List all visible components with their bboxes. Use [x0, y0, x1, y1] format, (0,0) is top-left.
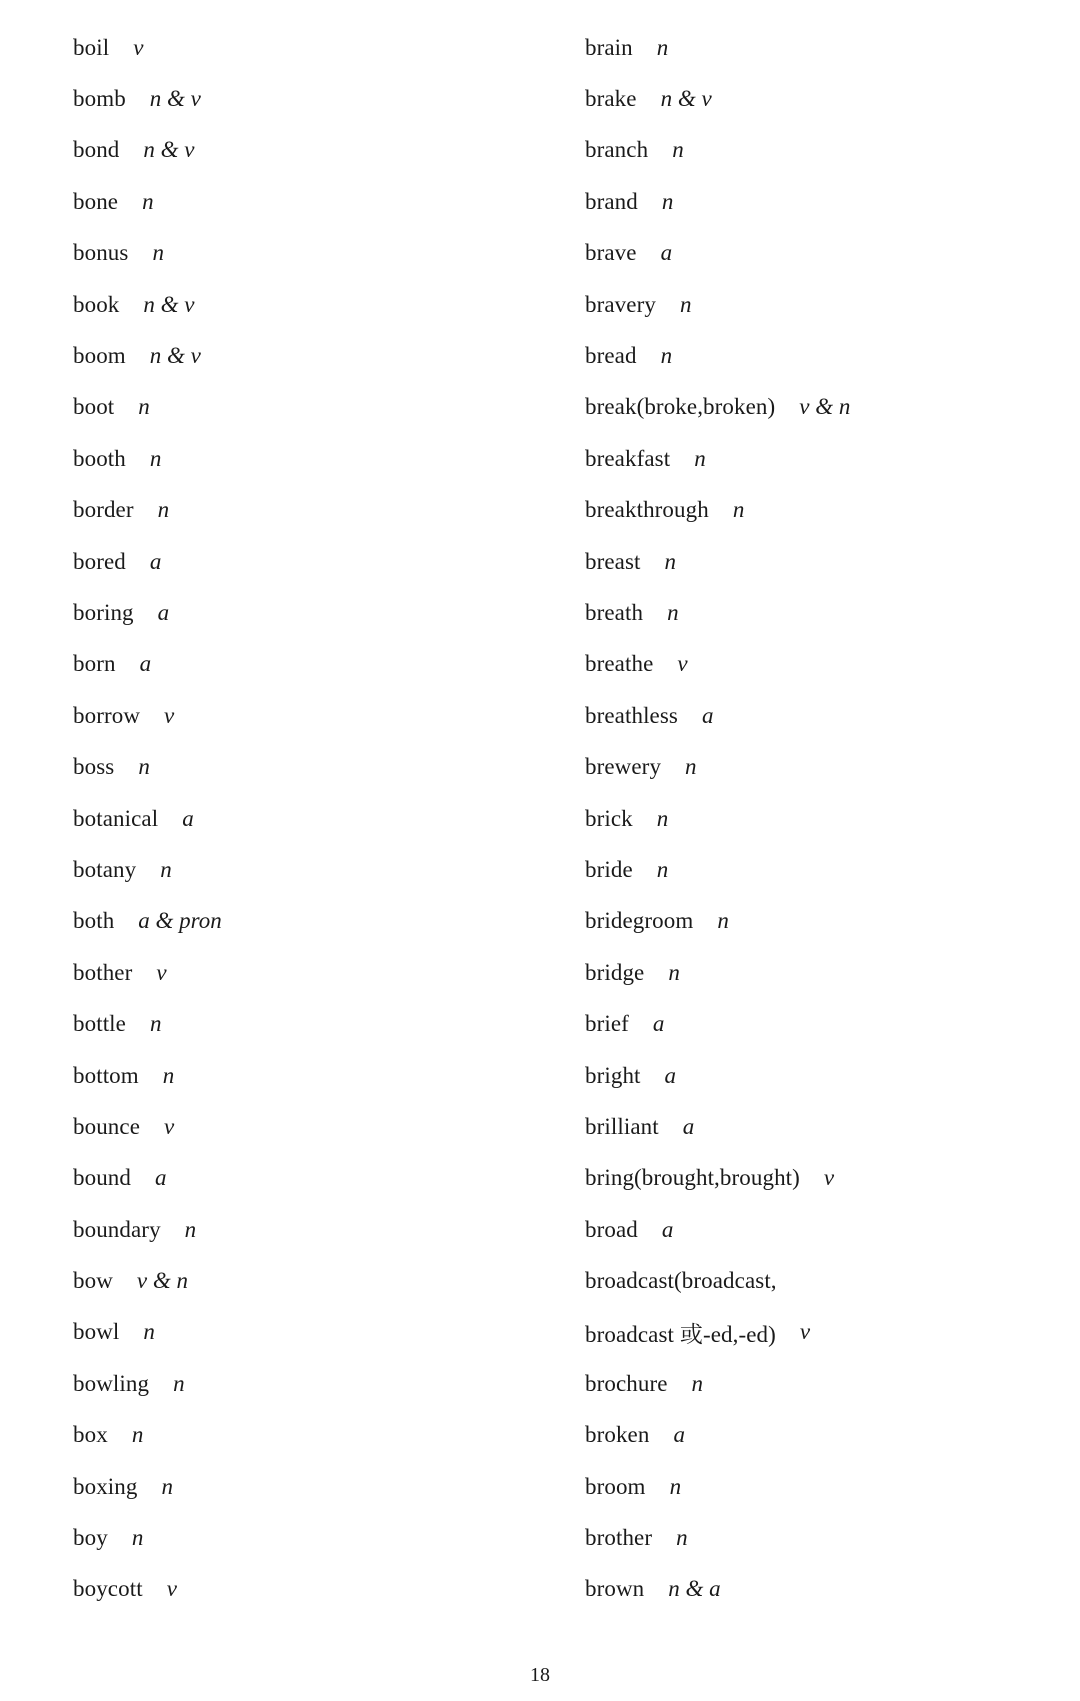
- word-entry: [73, 1461, 553, 1512]
- headword: brake: [585, 86, 637, 112]
- part-of-speech: n: [184, 1216, 197, 1242]
- left-word-column: [73, 22, 553, 1615]
- word-entry: [73, 176, 553, 227]
- word-entry: [585, 1410, 1065, 1461]
- headword: broadcast(broadcast,: [585, 1268, 777, 1294]
- word-entry: [73, 382, 553, 433]
- headword: botanical: [73, 805, 159, 831]
- part-of-speech: n: [661, 188, 674, 214]
- headword: breath: [585, 599, 644, 625]
- headword: brief: [585, 1011, 629, 1037]
- right-word-column: [585, 22, 1065, 1615]
- headword: boxing: [73, 1473, 138, 1499]
- word-entry: [585, 896, 1065, 947]
- headword: brain: [585, 34, 633, 60]
- word-entry: [73, 1050, 553, 1101]
- word-entry: [73, 947, 553, 998]
- word-entry: [73, 587, 553, 638]
- headword: brochure: [585, 1370, 668, 1396]
- headword: branch: [585, 137, 649, 163]
- word-entry: [585, 1564, 1065, 1615]
- word-entry: [73, 125, 553, 176]
- headword: bring(brought,brought): [585, 1165, 800, 1191]
- word-entry: [585, 536, 1065, 587]
- word-entry: [585, 125, 1065, 176]
- headword: booth: [73, 445, 126, 471]
- word-entry: [585, 279, 1065, 330]
- headword: bowl: [73, 1319, 120, 1345]
- part-of-speech: n: [667, 599, 679, 625]
- part-of-speech: n & v: [149, 86, 201, 112]
- part-of-speech: n: [157, 497, 170, 523]
- word-entry: [585, 22, 1065, 73]
- headword: bother: [73, 959, 133, 985]
- headword: bound: [73, 1165, 131, 1191]
- part-of-speech: n: [732, 497, 745, 523]
- part-of-speech: a: [157, 599, 170, 625]
- headword: bomb: [73, 86, 126, 112]
- part-of-speech: n: [668, 959, 680, 985]
- headword: born: [73, 651, 116, 677]
- word-entry: [73, 896, 553, 947]
- headword: brewery: [585, 754, 662, 780]
- headword: bottle: [73, 1011, 126, 1037]
- word-entry: [585, 793, 1065, 844]
- part-of-speech: n: [717, 908, 729, 934]
- headword: breakfast: [585, 445, 671, 471]
- part-of-speech: a: [673, 1422, 685, 1448]
- part-of-speech: n: [173, 1370, 185, 1396]
- headword: boundary: [73, 1216, 161, 1242]
- part-of-speech: n: [143, 1319, 155, 1345]
- part-of-speech: n: [152, 240, 164, 266]
- word-entry: [585, 382, 1065, 433]
- headword: brick: [585, 805, 633, 831]
- headword: boycott: [73, 1576, 143, 1602]
- part-of-speech: v: [799, 1319, 811, 1345]
- part-of-speech: n: [656, 34, 669, 60]
- part-of-speech: n: [669, 1473, 682, 1499]
- word-entry: [73, 793, 553, 844]
- headword: breathless: [585, 702, 678, 728]
- word-entry: [585, 1204, 1065, 1255]
- word-entry: [585, 998, 1065, 1049]
- headword: breast: [585, 548, 641, 574]
- word-entry: [585, 433, 1065, 484]
- headword: bowling: [73, 1370, 150, 1396]
- part-of-speech: a: [149, 548, 162, 574]
- part-of-speech: v: [823, 1165, 835, 1191]
- headword: broken: [585, 1422, 650, 1448]
- headword: boot: [73, 394, 115, 420]
- headword: broom: [585, 1473, 646, 1499]
- word-entry: [73, 690, 553, 741]
- part-of-speech: n: [679, 291, 692, 317]
- word-entry: [585, 73, 1065, 124]
- headword: boss: [73, 754, 115, 780]
- part-of-speech: n: [660, 343, 673, 369]
- part-of-speech: n: [685, 754, 697, 780]
- headword: bow: [73, 1268, 113, 1294]
- headword: bottom: [73, 1062, 139, 1088]
- word-entry: [73, 1204, 553, 1255]
- headword: brand: [585, 188, 638, 214]
- word-entry: [73, 330, 553, 381]
- headword: borrow: [73, 702, 141, 728]
- word-entry: [585, 1461, 1065, 1512]
- headword: brother: [585, 1525, 653, 1551]
- part-of-speech: n: [694, 445, 706, 471]
- word-entry: [585, 1307, 1065, 1358]
- headword: botany: [73, 856, 137, 882]
- word-entry: [585, 1358, 1065, 1409]
- word-entry: [585, 1255, 1065, 1306]
- word-entry: [585, 690, 1065, 741]
- headword: bond: [73, 137, 120, 163]
- word-entry: [585, 947, 1065, 998]
- part-of-speech: n: [664, 548, 677, 574]
- part-of-speech: a: [155, 1165, 167, 1191]
- part-of-speech: n: [142, 188, 154, 214]
- part-of-speech: n: [138, 754, 150, 780]
- part-of-speech: a: [652, 1011, 665, 1037]
- headword: boy: [73, 1525, 108, 1551]
- part-of-speech: n: [138, 394, 150, 420]
- word-entry: [73, 22, 553, 73]
- part-of-speech: n & v: [143, 291, 195, 317]
- word-entry: [585, 330, 1065, 381]
- part-of-speech: n & a: [668, 1576, 721, 1602]
- word-entry: [585, 844, 1065, 895]
- word-entry: [585, 485, 1065, 536]
- part-of-speech: n: [656, 805, 669, 831]
- word-entry: [585, 587, 1065, 638]
- headword: border: [73, 497, 134, 523]
- headword: box: [73, 1422, 108, 1448]
- part-of-speech: v: [133, 34, 144, 60]
- part-of-speech: v & n: [799, 394, 851, 420]
- headword: brilliant: [585, 1113, 659, 1139]
- headword: bridge: [585, 959, 645, 985]
- word-entry: [73, 536, 553, 587]
- part-of-speech: v: [677, 651, 688, 677]
- word-entry: [585, 741, 1065, 792]
- headword: bride: [585, 856, 633, 882]
- word-entry: [73, 279, 553, 330]
- word-entry: [73, 844, 553, 895]
- word-entry: [73, 1512, 553, 1563]
- headword: broad: [585, 1216, 638, 1242]
- part-of-speech: a: [660, 240, 673, 266]
- word-entry: [73, 639, 553, 690]
- part-of-speech: n & v: [149, 343, 201, 369]
- part-of-speech: a: [664, 1062, 677, 1088]
- headword: break(broke,broken): [585, 394, 776, 420]
- word-entry: [73, 1153, 553, 1204]
- part-of-speech: n: [656, 856, 669, 882]
- part-of-speech: a: [139, 651, 152, 677]
- headword: bounce: [73, 1113, 141, 1139]
- word-entry: [585, 639, 1065, 690]
- headword: breathe: [585, 651, 654, 677]
- part-of-speech: a: [182, 805, 194, 831]
- headword: bone: [73, 188, 119, 214]
- word-entry: [73, 1564, 553, 1615]
- headword: boil: [73, 34, 110, 60]
- word-entry: [73, 228, 553, 279]
- word-entry: [73, 1101, 553, 1152]
- word-entry: [73, 1307, 553, 1358]
- headword: breakthrough: [585, 497, 709, 523]
- part-of-speech: a: [682, 1113, 695, 1139]
- part-of-speech: n & v: [660, 86, 712, 112]
- part-of-speech: n: [672, 137, 684, 163]
- part-of-speech: a: [661, 1216, 674, 1242]
- headword: both: [73, 908, 115, 934]
- part-of-speech: n: [691, 1370, 704, 1396]
- headword: brave: [585, 240, 637, 266]
- headword: bright: [585, 1062, 641, 1088]
- word-entry: [585, 1101, 1065, 1152]
- word-entry: [585, 228, 1065, 279]
- word-entry: [73, 998, 553, 1049]
- part-of-speech: v: [166, 1576, 177, 1602]
- part-of-speech: a & pron: [138, 908, 222, 934]
- headword: bonus: [73, 240, 129, 266]
- word-entry: [585, 176, 1065, 227]
- part-of-speech: n: [162, 1062, 175, 1088]
- part-of-speech: n: [160, 856, 172, 882]
- word-entry: [73, 1255, 553, 1306]
- word-entry: [73, 433, 553, 484]
- headword: book: [73, 291, 120, 317]
- part-of-speech: v: [164, 702, 175, 728]
- word-entry: [73, 485, 553, 536]
- word-entry: [585, 1153, 1065, 1204]
- headword: boring: [73, 599, 134, 625]
- word-entry: [585, 1050, 1065, 1101]
- part-of-speech: n & v: [143, 137, 195, 163]
- part-of-speech: v: [164, 1113, 175, 1139]
- word-entry: [73, 73, 553, 124]
- part-of-speech: n: [676, 1525, 688, 1551]
- part-of-speech: n: [131, 1525, 144, 1551]
- headword: brown: [585, 1576, 645, 1602]
- part-of-speech: n: [161, 1473, 173, 1499]
- part-of-speech: v & n: [136, 1268, 189, 1294]
- headword: boom: [73, 343, 126, 369]
- word-entry: [73, 1358, 553, 1409]
- headword: broadcast 或-ed,-ed): [585, 1321, 776, 1347]
- part-of-speech: a: [701, 702, 714, 728]
- page-number: 18: [530, 1664, 550, 1686]
- word-entry: [73, 741, 553, 792]
- headword: bridegroom: [585, 908, 694, 934]
- part-of-speech: n: [131, 1422, 144, 1448]
- part-of-speech: v: [156, 959, 167, 985]
- headword: bored: [73, 548, 126, 574]
- part-of-speech: n: [149, 1011, 162, 1037]
- part-of-speech: n: [149, 445, 162, 471]
- headword: bread: [585, 343, 637, 369]
- headword: bravery: [585, 291, 656, 317]
- word-entry: [585, 1512, 1065, 1563]
- word-entry: [73, 1410, 553, 1461]
